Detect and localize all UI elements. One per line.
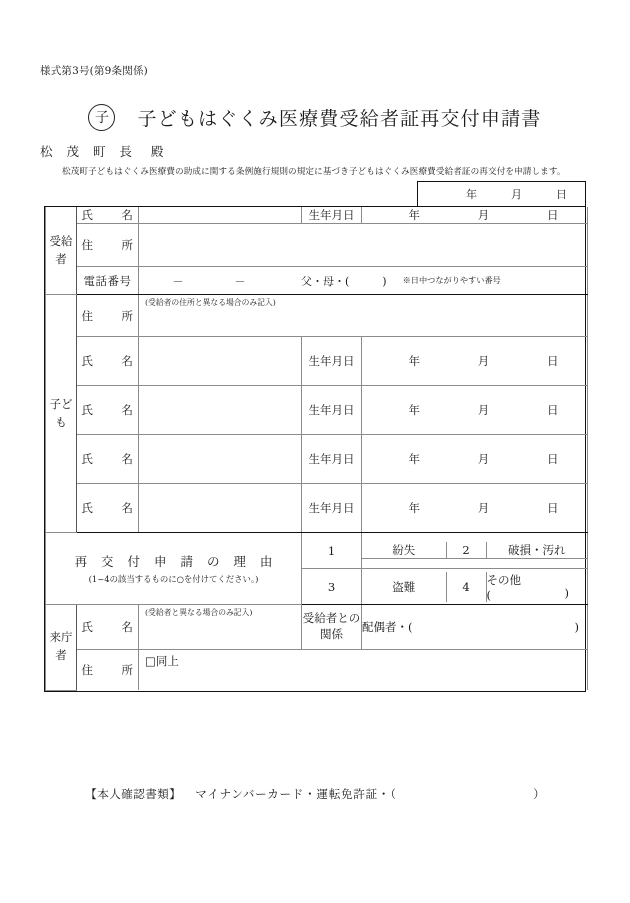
child-2-name-label: 氏 名 [77,386,139,435]
reason-option-2-number: 2 [446,542,486,559]
visitor-group-label [46,605,77,691]
reason-other-paren-left: ( [486,587,491,602]
child-row-3 [46,435,588,484]
reason-options-bottom [362,569,588,605]
children-group-label [46,295,77,533]
recipient-tel-dash-1: － [172,274,184,288]
recipient-tel-input[interactable] [139,267,588,295]
recipient-dob-day: 日 [547,208,559,222]
child-4-dob-month: 月 [477,501,517,515]
form-code: 様式第3号(第9条関係) [40,65,148,77]
child-2-dob-input[interactable] [362,386,588,435]
recipient-tel-relation: 父・母・( ) [301,274,387,288]
application-table [44,206,586,692]
identity-documents-footer [44,786,586,802]
recipient-dob-year: 年 [408,208,448,222]
child-4-dob-input[interactable] [362,484,588,533]
child-mark-icon: 子 [88,104,115,131]
recipient-tel-row [46,267,588,295]
visitor-same-as-above-checkbox[interactable]: □同上 [145,654,179,668]
child-1-dob-year: 年 [408,354,448,368]
identity-documents-label: 【本人確認書類】 [85,787,182,801]
visitor-relation-label: 受給者との関係 [302,605,362,650]
child-3-dob-month: 月 [477,452,517,466]
child-2-dob-label: 生年月日 [302,386,362,435]
reason-options-top [362,533,588,569]
visitor-name-row [46,605,588,650]
child-1-name-label: 氏 名 [77,337,139,386]
child-1-name-input[interactable] [139,337,302,386]
child-3-name-label: 氏 名 [77,435,139,484]
child-2-dob-month: 月 [477,403,517,417]
child-1-dob-day: 日 [547,354,559,368]
child-3-dob-day: 日 [547,452,559,466]
visitor-name-note: (受給者と異なる場合のみ記入) [145,608,253,617]
child-4-dob-label: 生年月日 [302,484,362,533]
child-3-dob-label: 生年月日 [302,435,362,484]
recipient-name-row [46,207,588,224]
reason-label [46,533,302,605]
addressee-honorific: 殿 [150,144,164,159]
children-address-row [46,295,588,337]
visitor-address-row [46,650,588,691]
child-1-dob-input[interactable] [362,337,588,386]
date-month-label: 月 [511,188,522,201]
child-2-dob-day: 日 [547,403,559,417]
child-row-1 [46,337,588,386]
intro-statement: 松茂町子どもはぐくみ医療費の助成に関する条例施行規則の規定に基づき子どもはぐくみ医療費受給者証の再交付を申請します。 [62,167,566,177]
child-1-dob-label: 生年月日 [302,337,362,386]
child-1-dob-month: 月 [477,354,517,368]
recipient-group-label [46,207,77,295]
recipient-name-input[interactable] [139,207,302,224]
children-address-input[interactable] [139,295,588,337]
recipient-address-row [46,224,588,267]
visitor-relation-paren-right: ) [574,620,579,634]
visitor-address-input[interactable] [139,650,588,691]
recipient-group-label-text: 受給者 [49,233,73,266]
visitor-group-label-text: 来庁者 [49,630,73,663]
reason-label-main: 再 交 付 申 請 の 理 由 [74,554,278,569]
child-4-name-label: 氏 名 [77,484,139,533]
child-row-2 [46,386,588,435]
reason-label-sub: (1~4の該当するものに○を付けてください。) [88,574,259,584]
recipient-tel-note: ※日中つながりやすい番号 [402,275,501,285]
reason-option-3-text[interactable]: 盗難 [362,572,446,602]
reason-option-1-text[interactable]: 紛失 [362,542,446,559]
visitor-name-input[interactable] [139,605,302,650]
recipient-name-label: 氏 名 [77,207,139,224]
reason-option-1-number: 1 [302,533,362,569]
recipient-address-label: 住 所 [77,224,139,267]
child-2-name-input[interactable] [139,386,302,435]
reason-option-4-label: その他 [486,572,521,587]
children-address-label: 住 所 [77,295,139,337]
page-title: 子どもはぐくみ医療費受給者証再交付申請書 [137,108,542,130]
recipient-address-input[interactable] [139,224,588,267]
visitor-name-label: 氏 名 [77,605,139,650]
child-3-dob-year: 年 [408,452,448,466]
addressee [40,142,163,160]
child-3-name-input[interactable] [139,435,302,484]
reason-row-1 [46,533,588,569]
recipient-dob-label: 生年月日 [302,207,362,224]
child-4-name-input[interactable] [139,484,302,533]
child-4-dob-day: 日 [547,501,559,515]
visitor-relation-value: 配偶者・( [362,620,413,634]
identity-documents-list[interactable]: マイナンバーカード・運転免許証・（ [195,787,397,801]
date-year-label: 年 [466,188,477,201]
child-row-4 [46,484,588,533]
reason-option-4-text[interactable] [486,572,587,602]
visitor-relation-input[interactable] [362,605,588,650]
identity-documents-paren-right: ） [533,787,545,801]
child-4-dob-year: 年 [408,501,448,515]
child-3-dob-input[interactable] [362,435,588,484]
recipient-tel-label: 電話番号 [77,267,139,295]
recipient-dob-month: 月 [477,208,517,222]
form-title-row [0,104,630,131]
children-address-note: (受給者の住所と異なる場合のみ記入) [145,298,276,307]
date-day-label: 日 [556,188,567,201]
recipient-tel-dash-2: － [234,274,246,288]
recipient-dob-input[interactable] [362,207,588,224]
addressee-name: 松 茂 町 長 [40,144,137,159]
application-date-field[interactable] [417,181,586,206]
child-2-dob-year: 年 [408,403,448,417]
reason-other-paren-right: ) [564,585,569,600]
children-group-label-text: 子ども [49,396,73,429]
reason-option-3-number: 3 [302,569,362,605]
reason-option-4-number: 4 [446,572,486,602]
visitor-address-label: 住 所 [77,650,139,691]
reason-option-2-text[interactable]: 破損・汚れ [486,542,587,559]
